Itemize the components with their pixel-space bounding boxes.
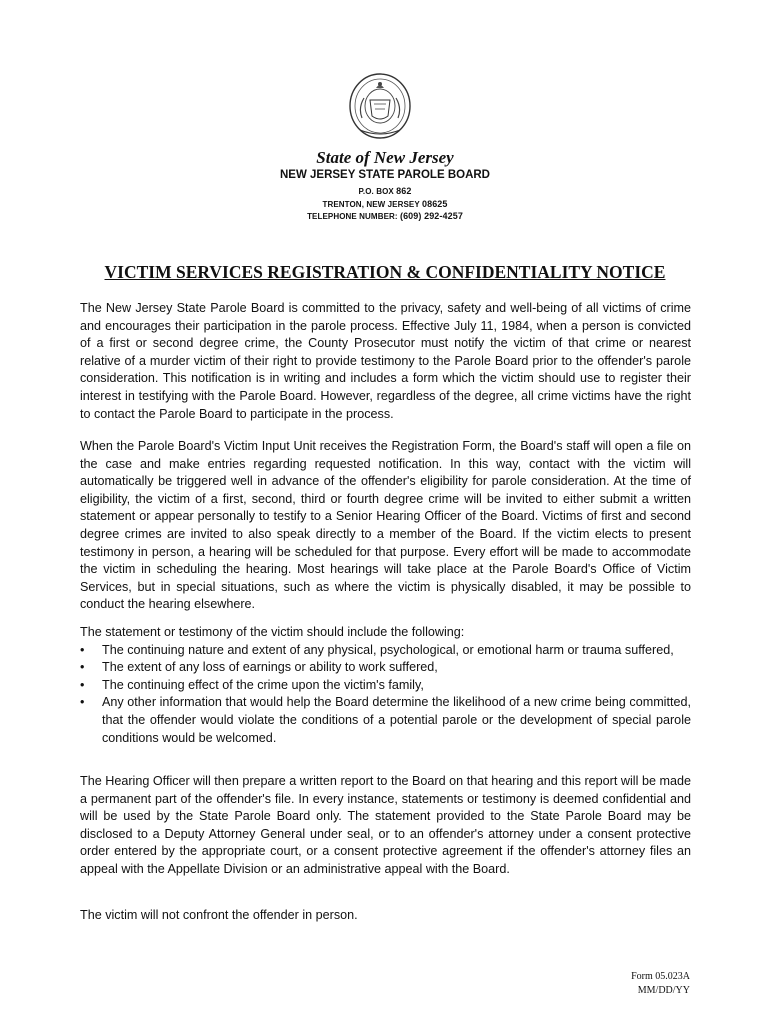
report-paragraph-block bbox=[80, 773, 691, 879]
phone-label: TELEPHONE NUMBER: bbox=[307, 212, 398, 221]
board-name: NEW JERSEY STATE PAROLE BOARD bbox=[279, 169, 490, 181]
po-box-label: P.O. BOX bbox=[358, 187, 394, 196]
phone-line bbox=[0, 211, 770, 221]
city-label: TRENTON, NEW JERSEY bbox=[322, 200, 420, 209]
form-number: Form 05.023A bbox=[631, 971, 690, 982]
paragraph-testimony-lead: The statement or testimony of the victim should include the following: bbox=[80, 625, 465, 639]
city-line bbox=[0, 199, 770, 209]
state-seal-icon bbox=[348, 72, 412, 146]
paragraph-closing: The victim will not confront the offender in person. bbox=[80, 908, 358, 922]
page-title: VICTIM SERVICES REGISTRATION & CONFIDENTIALITY NOTICE bbox=[104, 262, 666, 282]
form-footer bbox=[631, 970, 690, 998]
po-box-number: 862 bbox=[396, 186, 412, 196]
testimony-bullet-list bbox=[80, 642, 691, 748]
list-item: • The continuing effect of the crime upon the victim's family, bbox=[80, 677, 691, 695]
paragraph-report: The Hearing Officer will then prepare a written report to the Board on that hearing and this report will be made a permanent part of the offender's file. In every instance, statements or testimony is deemed confidential and will be used by the State Parole Board only. The statement provided to the State Parole Board may be disclosed to a Deputy Attorney General under seal, or to an offender's attorney under a consent protective order entered by the appropriate court, or a consent protective agreement if the offender's attorney files an appeal with the Appellate Division or an administrative appeal with the Board. bbox=[80, 774, 691, 876]
list-item: • The continuing nature and extent of any physical, psychological, or emotional harm or trauma suffered, bbox=[80, 642, 691, 660]
state-name: State of New Jersey bbox=[316, 148, 454, 167]
process-paragraph-block bbox=[80, 438, 691, 614]
list-item: • Any other information that would help the Board determine the likelihood of a new crime being committed, that the offender would violate the conditions of a potential parole or the development of special parole conditions would be welcomed. bbox=[80, 694, 691, 747]
paragraph-process: When the Parole Board's Victim Input Unit receives the Registration Form, the Board's staff will open a file on the case and make entries regarding requested notification. In this way, contact with the victim will automatically be triggered well in advance of the offender's eligibility for parole consideration. At the time of eligibility, the victim of a first, second, third or fourth degree crime will be invited to either submit a written statement or appear personally to testify to a Senior Hearing Officer of the Board. Victims of first and second degree crimes are invited to also speak directly to a member of the Board. If the victim elects to present testimony in person, a hearing will be scheduled for that purpose. Every effort will be made to accommodate the victim in scheduling the hearing. Most hearings will take place at the Parole Board's Office of Victim Services, but in special situations, such as where the victim is physically disabled, it may be possible to conduct the hearing elsewhere. bbox=[80, 439, 691, 612]
list-item: • The extent of any loss of earnings or ability to work suffered, bbox=[80, 659, 691, 677]
intro-paragraph-block bbox=[80, 300, 691, 423]
closing-paragraph-block bbox=[80, 907, 691, 925]
paragraph-intro: The New Jersey State Parole Board is committed to the privacy, safety and well-being of all victims of crime and encourages their participation in the parole process. Effective July 11, 1984, when a person is convicted of a first or second degree crime, the County Prosecutor must notify the victim of that crime or nearest relative of a murder victim of their right to provide testimony to the Parole Board prior to the offender's parole consideration. This notification is in writing and includes a form which the victim should use to register their interest in testifying with the Parole Board. However, regardless of the degree, all crime victims have the right to contact the Parole Board to participate in the process. bbox=[80, 301, 691, 421]
phone-number: (609) 292-4257 bbox=[399, 211, 463, 221]
po-box bbox=[0, 186, 770, 196]
testimony-section bbox=[80, 624, 691, 747]
form-date: MM/DD/YY bbox=[637, 985, 690, 996]
zip-code: 08625 bbox=[421, 199, 448, 209]
